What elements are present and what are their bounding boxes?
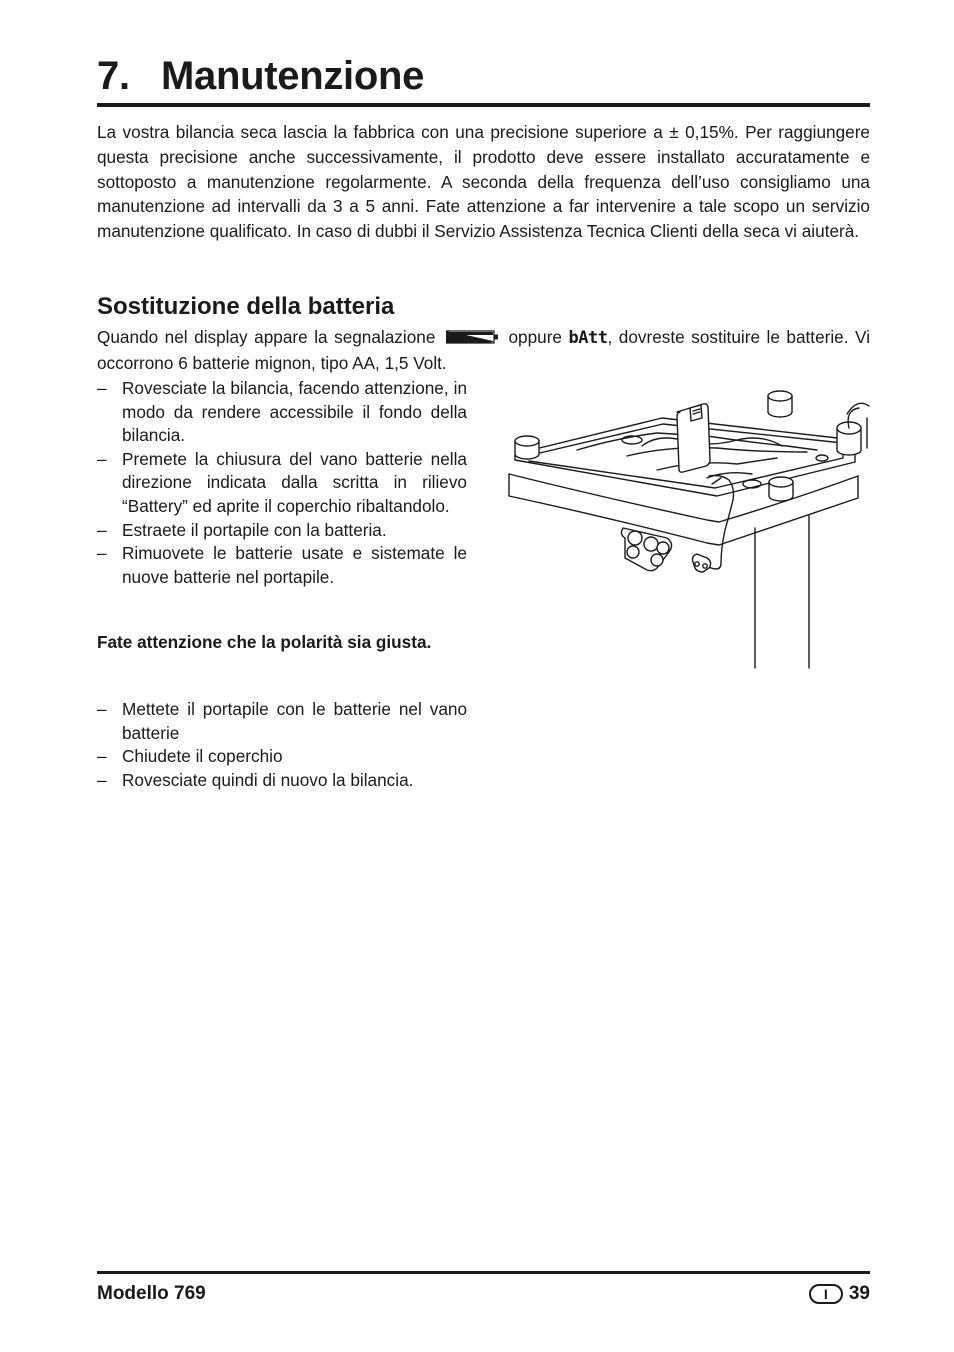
battery-text-before: Quando nel display appare la segnalazione — [97, 327, 436, 347]
steps-list-1 — [97, 377, 467, 589]
section-title: Sostituzione della batteria — [97, 293, 395, 320]
footer-model: Modello 769 — [97, 1283, 206, 1304]
title-rule — [97, 103, 870, 107]
footer-page-info — [809, 1281, 870, 1307]
page-number: 39 — [848, 1283, 870, 1304]
list-item: – Mettete il portapile con le batterie nel vano batterie — [97, 699, 467, 743]
scale-battery-illustration — [507, 388, 870, 673]
language-badge: I — [809, 1284, 843, 1304]
intro-paragraph: La vostra bilancia seca lascia la fabbrica con una precisione superiore a ± 0,15%. Per raggiungere questa precisione anche successivamente, il prodotto deve essere installato accuratamente e sottoposto a manutenzione regolarmente. A seconda della frequenza dell’uso consigliamo una manutenzione ad intervalli da 3 a 5 anni. Fate attenzione a far intervenire a tale scopo un servizio manutenzione qualificato. In caso di dubbi il Servizio Assistenza Tecnica Clienti della seca vi aiuterà. — [97, 122, 870, 242]
list-item: – Rovesciate la bilancia, facendo attenzione, in modo da rendere accessibile il fondo della bilancia. — [97, 378, 467, 446]
list-item: – Estraete il portapile con la batteria. — [97, 519, 387, 540]
steps-list-2 — [97, 698, 467, 792]
list-item: – Rimuovete le batterie usate e sistemate le nuove batterie nel portapile. — [97, 543, 467, 587]
chapter-number: 7. — [97, 54, 130, 98]
manual-page — [97, 0, 870, 1352]
low-battery-icon — [446, 330, 498, 344]
list-item: – Chiudete il coperchio — [97, 746, 283, 767]
battery-text-between: oppure — [508, 327, 562, 347]
list-item: – Premete la chiusura del vano batterie nella direzione indicata dalla scritta in rilievo “Battery” ed aprite il coperchio ribaltandolo. — [97, 448, 467, 516]
chapter-title — [97, 52, 424, 100]
polarity-note: Fate attenzione che la polarità sia giusta. — [97, 632, 432, 652]
chapter-name: Manutenzione — [161, 54, 425, 98]
batt-display-word: bAtt — [568, 328, 608, 348]
list-item: – Rovesciate quindi di nuovo la bilancia. — [97, 769, 414, 790]
battery-text-after: , dovreste sostituire le batterie. Vi occorrono 6 batterie mignon, tipo AA, 1,5 Volt. — [97, 327, 871, 373]
battery-paragraph — [97, 325, 870, 376]
footer-rule — [97, 1271, 870, 1274]
